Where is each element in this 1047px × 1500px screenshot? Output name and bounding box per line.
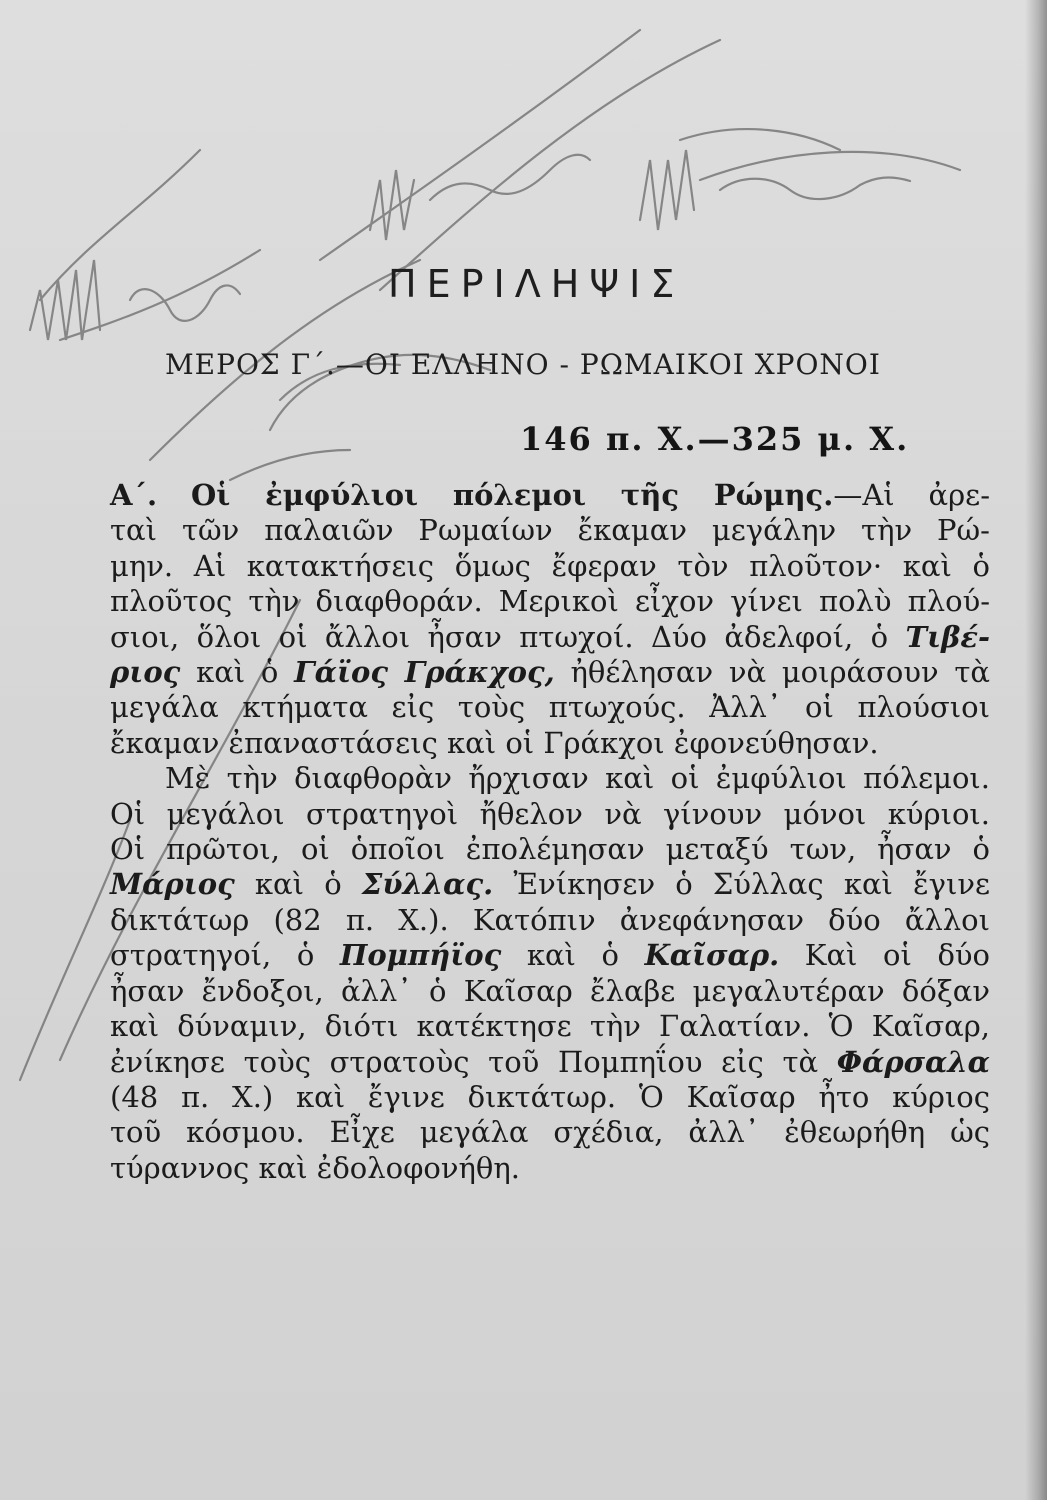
- text-line: [110, 478, 990, 513]
- text-line: [110, 867, 990, 902]
- text-run: Ἐνίκησεν ὁ Σύλλας καὶ ἔγινε: [493, 867, 990, 902]
- text-line: καὶ δύναμιν, διότι κατέκτησε τὴν Γαλατίαν. Ὁ Καῖσαρ,: [110, 1009, 990, 1044]
- text-line: ἔκαμαν ἐπαναστάσεις καὶ οἱ Γράκχοι ἐφονεύθησαν.: [110, 725, 879, 760]
- text-run: —Αἱ ἀρε-: [833, 478, 990, 512]
- part-title: ΜΕΡΟΣ Γ΄.—ΟΙ ΕΛΛΗΝΟ - ΡΩΜΑΙΚΟΙ ΧΡΟΝΟΙ: [165, 348, 881, 381]
- body-text: [110, 478, 990, 1186]
- text-line: Μὲ τὴν διαφθορὰν ἤρχισαν καὶ οἱ ἐμφύλιοι πόλεμοι.: [165, 761, 990, 796]
- text-line: τύραννος καὶ ἐδολοφονήθη.: [110, 1150, 520, 1185]
- text-run: ἐνίκησε τοὺς στρατοὺς τοῦ Πομπηΐου εἰς τὰ: [110, 1044, 837, 1079]
- text-line: Οἱ πρῶτοι, οἱ ὁποῖοι ἐπολέμησαν μεταξύ των, ἦσαν ὁ: [110, 832, 990, 867]
- text-run: καὶ ὁ: [234, 867, 362, 902]
- page-edge-shadow: [1025, 0, 1047, 1500]
- text-line: τοῦ κόσμου. Εἶχε μεγάλα σχέδια, ἀλλ᾽ ἐθεωρήθη ὡς: [110, 1115, 990, 1150]
- text-line: ἦσαν ἔνδοξοι, ἀλλ᾽ ὁ Καῖσαρ ἔλαβε μεγαλυτέραν δόξαν: [110, 973, 990, 1008]
- text-run: σιοι, ὅλοι οἱ ἄλλοι ἦσαν πτωχοί. Δύο ἀδελφοί, ὁ: [110, 619, 906, 654]
- person-name: Πομπήϊος: [339, 938, 502, 973]
- text-line: μην. Αἱ κατακτήσεις ὅμως ἔφεραν τὸν πλοῦτον· καὶ ὁ: [110, 548, 990, 583]
- text-line: ταὶ τῶν παλαιῶν Ρωμαίων ἔκαμαν μεγάλην τὴν Ρώ-: [110, 513, 990, 548]
- person-name: Γάϊος Γράκχος,: [294, 655, 555, 690]
- page-heading: ΠΕΡΙΛΗΨΙΣ: [388, 262, 685, 306]
- text-line: [110, 655, 990, 690]
- text-run: Καὶ οἱ δύο: [779, 938, 990, 973]
- place-name: Φάρσαλα: [836, 1044, 990, 1079]
- text-line: δικτάτωρ (82 π. Χ.). Κατόπιν ἀνεφάνησαν δύο ἄλλοι: [110, 902, 990, 937]
- person-name: Σύλλας.: [361, 867, 494, 902]
- text-line: [110, 938, 990, 973]
- text-line: [110, 1045, 990, 1080]
- section-title: Οἱ ἐμφύλιοι πόλεμοι τῆς Ρώμης.: [191, 478, 834, 512]
- person-name: Καῖσαρ.: [644, 938, 780, 973]
- text-line: πλοῦτος τὴν διαφθοράν. Μερικοὶ εἶχον γίνει πολὺ πλού-: [110, 584, 990, 619]
- section-number: Α΄.: [110, 478, 158, 512]
- text-run: ἠθέλησαν νὰ μοιράσουν τὰ: [554, 655, 990, 690]
- text-run: καὶ ὁ: [180, 655, 295, 690]
- text-line: (48 π. Χ.) καὶ ἔγινε δικτάτωρ. Ὁ Καῖσαρ ἦτο κύριος: [110, 1079, 990, 1114]
- text-line: [110, 620, 990, 655]
- text-run: στρατηγοί, ὁ: [110, 938, 340, 973]
- text-line: Οἱ μεγάλοι στρατηγοὶ ἤθελον νὰ γίνουν μόνοι κύριοι.: [110, 796, 990, 831]
- person-name: Τιβέ-: [905, 619, 990, 654]
- person-name: Μάριος: [110, 867, 235, 902]
- text-run: καὶ ὁ: [501, 938, 645, 973]
- text-line: μεγάλα κτήματα εἰς τοὺς πτωχούς. Ἀλλ᾽ οἱ πλούσιοι: [110, 690, 990, 725]
- date-range: 146 π. Χ.—325 μ. Χ.: [520, 420, 910, 458]
- person-name: ριος: [110, 655, 181, 690]
